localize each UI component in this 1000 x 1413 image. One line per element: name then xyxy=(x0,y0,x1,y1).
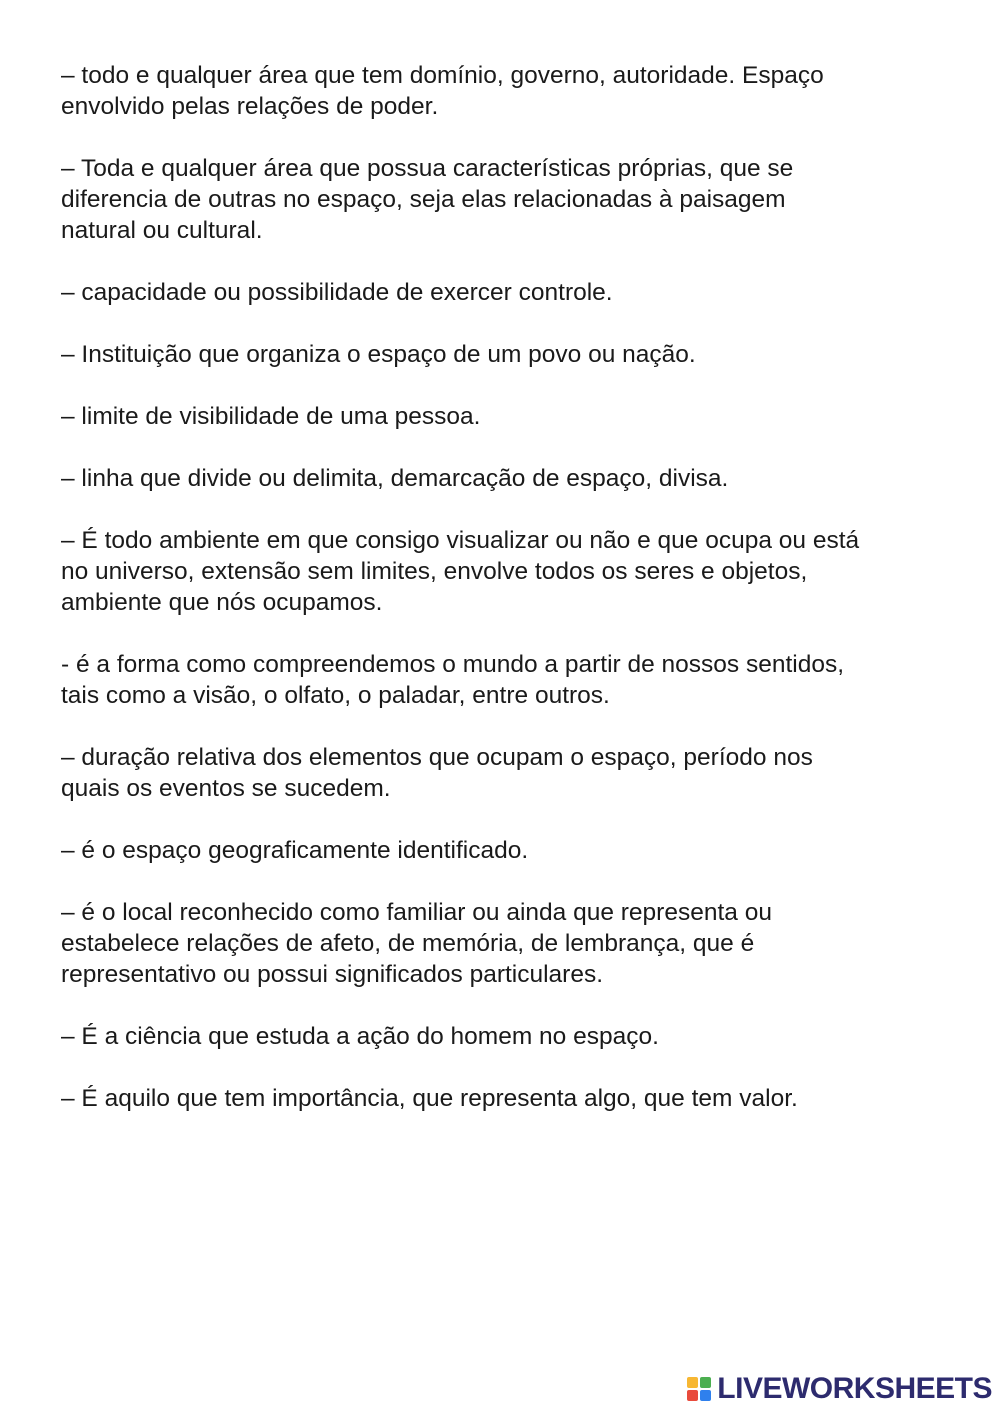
logo-square-2 xyxy=(700,1377,711,1388)
text-line: – é o local reconhecido como familiar ou ainda que representa ou xyxy=(61,899,772,926)
text-line: envolvido pelas relações de poder. xyxy=(61,93,439,120)
text-line: – limite de visibilidade de uma pessoa. xyxy=(61,403,481,430)
text-line: estabelece relações de afeto, de memória, de lembrança, que é xyxy=(61,930,755,957)
logo-square-1 xyxy=(687,1377,698,1388)
definition-item-11 xyxy=(61,897,961,990)
definition-item-12 xyxy=(61,1021,961,1052)
logo-square-4 xyxy=(700,1390,711,1401)
text-line: diferencia de outras no espaço, seja elas relacionadas à paisagem xyxy=(61,186,786,213)
logo-squares-icon xyxy=(687,1377,711,1401)
definition-item-10 xyxy=(61,835,961,866)
definition-item-13 xyxy=(61,1083,961,1114)
brand-name: LIVEWORKSHEETS xyxy=(717,1372,992,1405)
text-line: quais os eventos se sucedem. xyxy=(61,775,391,802)
definition-item-2 xyxy=(61,153,961,246)
text-line: – É aquilo que tem importância, que representa algo, que tem valor. xyxy=(61,1085,798,1112)
definition-item-1 xyxy=(61,60,961,122)
definition-item-4 xyxy=(61,339,961,370)
text-line: – Toda e qualquer área que possua características próprias, que se xyxy=(61,155,794,182)
logo-square-3 xyxy=(687,1390,698,1401)
text-line: – Instituição que organiza o espaço de um povo ou nação. xyxy=(61,341,696,368)
definition-item-9 xyxy=(61,742,961,804)
text-line: – é o espaço geograficamente identificado. xyxy=(61,837,529,864)
text-line: representativo ou possui significados particulares. xyxy=(61,961,604,988)
text-line: tais como a visão, o olfato, o paladar, entre outros. xyxy=(61,682,610,709)
definition-item-7 xyxy=(61,525,961,618)
liveworksheets-logo xyxy=(687,1371,992,1407)
worksheet-body xyxy=(61,60,961,1145)
text-line: - é a forma como compreendemos o mundo a partir de nossos sentidos, xyxy=(61,651,845,678)
definition-item-3 xyxy=(61,277,961,308)
definition-item-5 xyxy=(61,401,961,432)
text-line: no universo, extensão sem limites, envolve todos os seres e objetos, xyxy=(61,558,808,585)
text-line: – capacidade ou possibilidade de exercer controle. xyxy=(61,279,613,306)
definition-item-8 xyxy=(61,649,961,711)
text-line: natural ou cultural. xyxy=(61,217,263,244)
text-line: – É todo ambiente em que consigo visualizar ou não e que ocupa ou está xyxy=(61,527,860,554)
definition-item-6 xyxy=(61,463,961,494)
text-line: – duração relativa dos elementos que ocupam o espaço, período nos xyxy=(61,744,813,771)
text-line: – É a ciência que estuda a ação do homem no espaço. xyxy=(61,1023,659,1050)
text-line: – todo e qualquer área que tem domínio, governo, autoridade. Espaço xyxy=(61,62,824,89)
text-line: ambiente que nós ocupamos. xyxy=(61,589,383,616)
text-line: – linha que divide ou delimita, demarcação de espaço, divisa. xyxy=(61,465,729,492)
